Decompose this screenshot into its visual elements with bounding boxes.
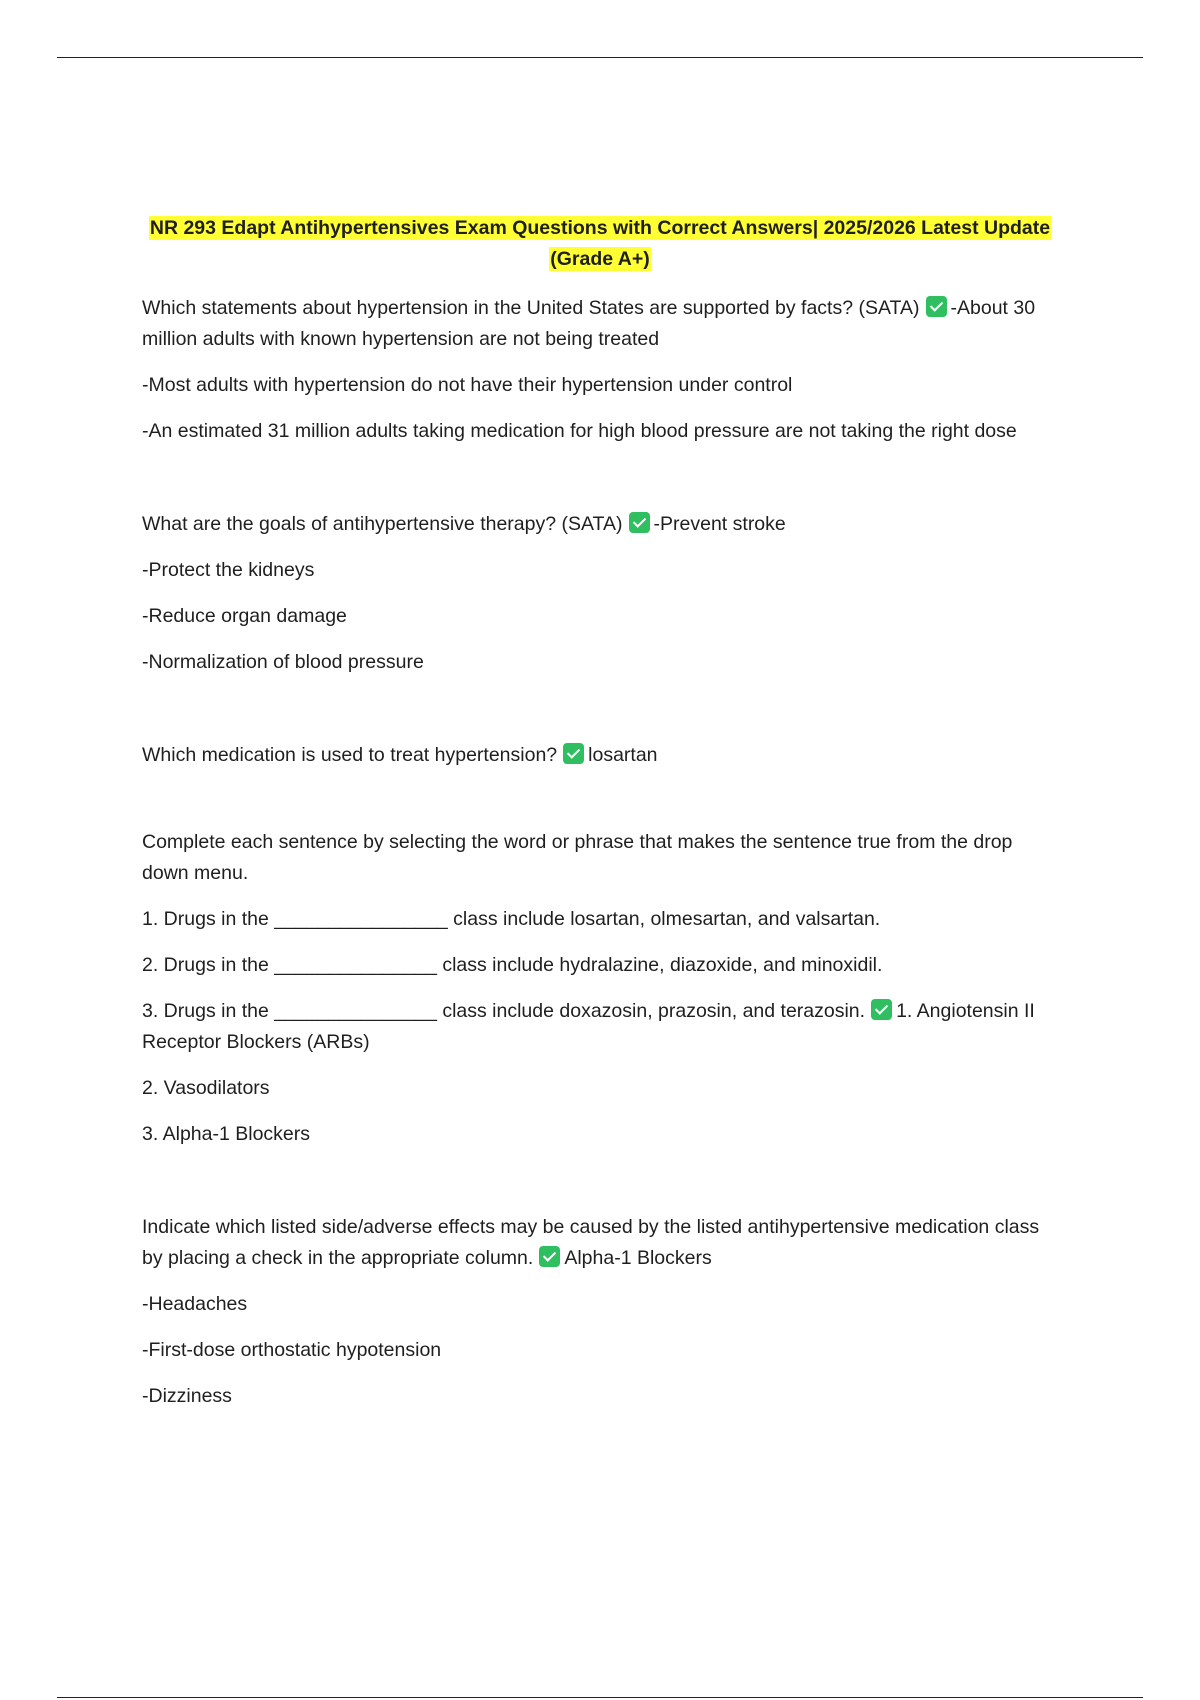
answer-text: Alpha-1 Blockers [564,1247,712,1269]
qa-question-line [142,293,1058,355]
answer-line: 2. Vasodilators [142,1077,270,1099]
answer-text: 1. Angiotensin II Receptor Blockers (ARBs) [142,1000,1035,1053]
header-rule [57,57,1143,58]
answer-text: -Prevent stroke [653,513,786,535]
question-line: 1. Drugs in the ________________ class include losartan, olmesartan, and valsartan. [142,908,881,930]
qa-block [142,509,1058,678]
question-line: 2. Drugs in the _______________ class include hydralazine, diazoxide, and minoxidil. [142,954,883,976]
answer-line: -Protect the kidneys [142,559,315,581]
qa-question-line [142,740,1058,771]
qa-block [142,1212,1058,1412]
check-mark-icon [926,296,947,317]
question-text: Which medication is used to treat hypertension? [142,744,558,766]
question-text: 3. Drugs in the _______________ class include doxazosin, prazosin, and terazosin. [142,1000,866,1022]
check-mark-icon [539,1246,560,1267]
check-mark-icon [871,999,892,1020]
question-text: Which statements about hypertension in the United States are supported by facts? (SATA) [142,297,920,319]
answer-line: -Reduce organ damage [142,605,347,627]
answer-line: 3. Alpha-1 Blockers [142,1123,311,1145]
answer-text: losartan [588,744,658,766]
check-mark-icon [629,512,650,533]
qa-question-line [142,996,1058,1058]
qa-block [142,827,1058,1150]
check-mark-icon [563,743,584,764]
answer-line: -First-dose orthostatic hypotension [142,1339,442,1361]
qa-question-line [142,509,1058,540]
question-intro: Complete each sentence by selecting the word or phrase that makes the sentence true from the drop down menu. [142,831,1013,884]
qa-question-line [142,1212,1058,1274]
footer-rule [57,1697,1143,1698]
question-text: Indicate which listed side/adverse effects may be caused by the listed antihypertensive medication class by placing a check in the appropriate column. [142,1216,1040,1269]
document-body [142,213,1058,1412]
qa-block [142,293,1058,447]
answer-line: -Headaches [142,1293,248,1315]
answer-text: -About 30 million adults with known hypertension are not being treated [142,297,1036,350]
question-text: What are the goals of antihypertensive therapy? (SATA) [142,513,623,535]
answer-line: -Most adults with hypertension do not have their hypertension under control [142,374,793,396]
answer-line: -Dizziness [142,1385,232,1407]
answer-line: -An estimated 31 million adults taking medication for high blood pressure are not taking the right dose [142,420,1017,442]
document-title: NR 293 Edapt Antihypertensives Exam Questions with Correct Answers| 2025/2026 Latest Update (Grade A+) [149,217,1051,270]
qa-block [142,740,1058,771]
answer-line: -Normalization of blood pressure [142,651,424,673]
